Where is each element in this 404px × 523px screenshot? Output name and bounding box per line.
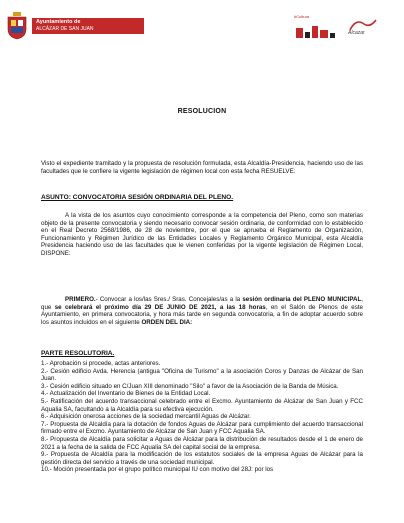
primero-text-b: sesión ordinaria del PLENO MUNICIPAL bbox=[242, 296, 362, 303]
ayuntamiento-banner bbox=[32, 18, 144, 34]
primero-text-a: - Convocar a los/las Sres./ Sras. Concejales/as a la bbox=[95, 296, 243, 303]
intro-paragraph: Visto el expediente tramitado y la propuesta de resolución formulada, esta Alcaldía-Presidencia, haciendo uso de las facultades que le confiere la vigente legislación de régimen local con esta fecha RESUELVE: bbox=[41, 160, 363, 175]
agenda-item: 5.- Ratificación del acuerdo transaccional celebrado entre el Excmo. Ayuntamiento de Alcázar de San Juan y FCC Aqualia SA, facultando a la Alcaldía para su efectiva ejecución. bbox=[41, 397, 363, 413]
letterhead bbox=[6, 12, 398, 52]
primero-label: PRIMERO. bbox=[65, 296, 96, 303]
agenda-item: 1.- Aprobación si procede, actas anteriores. bbox=[41, 360, 161, 367]
dispone-paragraph: A la vista de los asuntos cuyo conocimiento corresponde a la competencia del Pleno, como son materias objeto de la presente convocatoria y siendo necesario convocar sesión ordinaria, de conformidad con lo establecido en el Real Decreto 2568/1986, de 28 de noviembre, por el que se aprueba el Reglamento de Organización, Funcionamiento y Régimen Jurídico de las Entidades Locales y Reglamento Orgánico Municipal, esta Alcaldía Presidencia haciendo uso de las facultades que le vienen conferidas por la vigente legislación de Régimen Local, DISPONE: bbox=[41, 212, 363, 257]
cultura-graphic-icon bbox=[294, 20, 342, 44]
agenda-item: 10.- Moción presentada por el grupo político municipal IU con motivo del 28J: por los bbox=[41, 466, 274, 474]
coat-of-arms-logo bbox=[6, 12, 28, 40]
agenda-item: 7.- Propuesta de Alcaldía para la dotación de fondos Aguas de Alcázar para cumplimiento del acuerdo transaccional firmado entre el Excmo. Ayuntamiento de Alcázar de San Juan y FCC Aqualia SA. bbox=[41, 420, 363, 436]
agenda-item: 9.- Propuesta de Alcaldía para la modificación de los estatutos sociales de la empresa Aguas de Alcázar para la gestión directa del servicio a través de una sociedad municipal. bbox=[41, 451, 363, 466]
document-title: RESOLUCION bbox=[177, 108, 227, 115]
cultura-tag: #Cultura bbox=[294, 14, 310, 19]
primero-text-e: , en el Salón de Plenos de este Ayuntamiento, en primera convocatoria, y hora más tarde en segunda convocatoria, a fin de adoptar acuerdo sobre los asuntos incluidos en el siguiente bbox=[41, 303, 363, 326]
agenda-item: 4.- Actualización del Inventario de Bienes de la Entidad Local. bbox=[41, 390, 211, 398]
town-name: ALCÁZAR DE SAN JUAN bbox=[36, 26, 94, 32]
agenda-item: 2.- Cesión edificio Avda. Herencia (antigua "Oficina de Turismo" a la asociación Coros y Danzas de Alcázar de San Juan. bbox=[41, 367, 363, 383]
orden-del-dia-label: ORDEN DEL DIA: bbox=[141, 318, 193, 326]
asunto-heading: ASUNTO: CONVOCATORIA SESIÓN ORDINARIA DEL PLENO. bbox=[41, 194, 234, 201]
agenda-item: 3.- Cesión edificio situado en C/Juan XIII denominado "Silo" a favor de la Asociación de la Banda de Música. bbox=[41, 382, 339, 390]
parte-resolutoria-heading: PARTE RESOLUTORIA. bbox=[41, 350, 115, 357]
cultura-logo bbox=[294, 14, 342, 42]
alcazar-word: Alcazar bbox=[348, 30, 365, 36]
primero-text-c: , que bbox=[41, 296, 364, 311]
ayuntamiento-label: Ayuntamiento de bbox=[36, 19, 81, 25]
agenda-item: 8.- Propuesta de Alcaldía para solicitar a Aguas de Alcázar para la distribución de resultados desde el 1 de enero de 2021 a la fecha de la salida de FCC Aqualia SA del capital social de la empresa. bbox=[41, 435, 363, 451]
primero-paragraph bbox=[41, 296, 363, 326]
alcazar-logo bbox=[346, 16, 380, 42]
primero-date: se celebrará el próximo día 29 DE JUNIO DE 2021, a las 18 horas bbox=[54, 303, 266, 311]
agenda-item: 6.- Adquisición onerosa acciones de la sociedad mercantil Aguas de Alcázar. bbox=[41, 413, 251, 421]
agenda-list bbox=[41, 360, 363, 474]
